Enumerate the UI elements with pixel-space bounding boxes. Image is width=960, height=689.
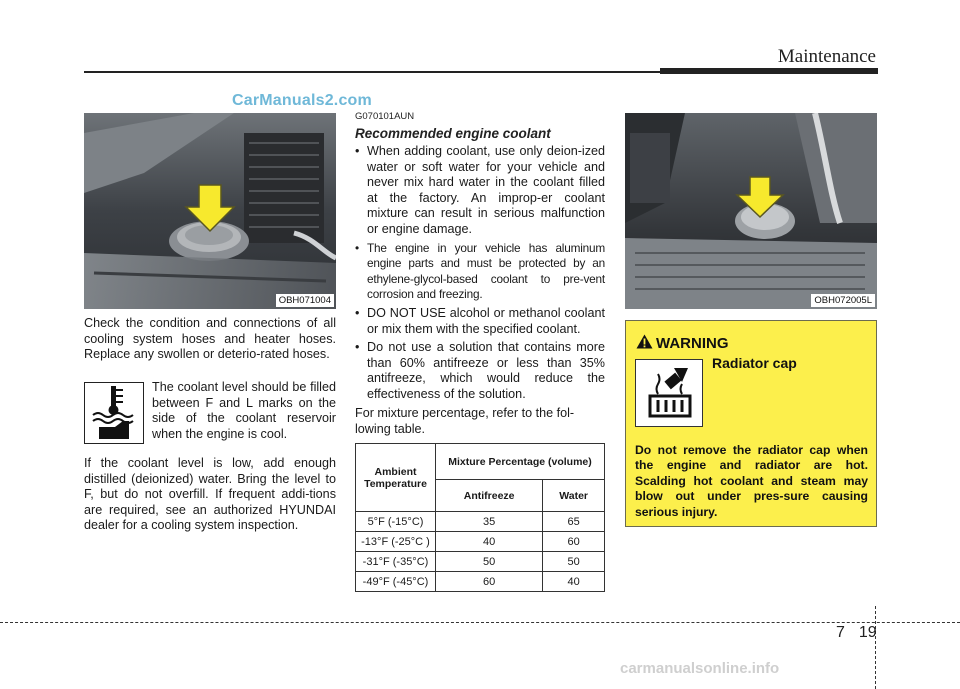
- photo-label: OBH072005L: [811, 294, 875, 307]
- bullet-item: • Do not use a solution that contains more than 60% antifreeze or less than 35% antifreeze, which would reduce the effectiveness of the solution.: [355, 340, 605, 402]
- bullet-item: • The engine in your vehicle has aluminum engine parts and must be protected by an ethylene-glycol-based coolant to pre-vent corrosion and freezing.: [355, 241, 605, 303]
- table-header-water: Water: [543, 480, 605, 512]
- table-cell: 60: [543, 532, 605, 552]
- table-cell: 35: [436, 512, 543, 532]
- footer-rule: [0, 622, 960, 623]
- photo-label: OBH071004: [276, 294, 334, 307]
- coolant-low-paragraph: If the coolant level is low, add enough distilled (deionized) water. Bring the level to F, but do not overfill. If frequent addi-tions are required, see an authorized HYUNDAI dealer for a cooling system inspection.: [84, 456, 336, 533]
- table-row: [356, 512, 605, 532]
- table-row: [356, 552, 605, 572]
- bullet-item: • When adding coolant, use only deion-ized water or soft water for your vehicle and never mix hard water in the coolant filled at the factory. An improp-er coolant mixture can result in serious malfunction or engine damage.: [355, 144, 605, 238]
- section-title: Maintenance: [777, 46, 876, 67]
- engine-photo-radiator-cap: [625, 113, 877, 309]
- table-cell: -13°F (-25°C ): [356, 532, 436, 552]
- watermark-top[interactable]: CarManuals2.com: [232, 92, 372, 109]
- page-number-value: 19: [858, 624, 877, 641]
- hot-radiator-warning-icon: [635, 359, 703, 427]
- page-number-separator: [875, 606, 876, 689]
- page-number: [836, 624, 877, 642]
- header-rule-thick: [660, 68, 878, 74]
- mixture-table: [355, 443, 605, 592]
- mixture-reference: For mixture percentage, refer to the fol-lowing table.: [355, 406, 575, 436]
- coolant-level-paragraph: The coolant level should be filled between F and L marks on the side of the coolant reservoir when the engine is cool.: [152, 380, 336, 441]
- table-cell: 40: [543, 572, 605, 592]
- chapter-number: 7: [836, 624, 845, 641]
- table-cell: 5°F (-15°C): [356, 512, 436, 532]
- table-cell: 65: [543, 512, 605, 532]
- table-header-mixture: Mixture Percentage (volume): [436, 444, 605, 480]
- watermark-bottom[interactable]: carmanualsonline.info: [620, 660, 780, 677]
- table-cell: 50: [436, 552, 543, 572]
- warning-box: [625, 320, 877, 527]
- table-header-antifreeze: Antifreeze: [436, 480, 543, 512]
- table-cell: 50: [543, 552, 605, 572]
- table-header-ambient: Ambient Temperature: [356, 444, 436, 512]
- bullet-item: • DO NOT USE alcohol or methanol coolant or mix them with the specified coolant.: [355, 306, 605, 337]
- coolant-level-icon: [84, 382, 144, 444]
- table-row: [356, 532, 605, 552]
- engine-photo-coolant-reservoir: [84, 113, 336, 309]
- warning-triangle-icon: [636, 334, 653, 349]
- section-code: G070101AUN: [355, 111, 415, 122]
- table-cell: -49°F (-45°C): [356, 572, 436, 592]
- hose-check-paragraph: Check the condition and connections of all cooling system hoses and heater hoses. Replace any swollen or deterio-rated hoses.: [84, 316, 336, 362]
- table-cell: 40: [436, 532, 543, 552]
- warning-text: Do not remove the radiator cap when the engine and radiator are hot. Scalding hot coolant and steam may blow out under pres-sure causing serious injury.: [635, 443, 868, 519]
- table-cell: -31°F (-35°C): [356, 552, 436, 572]
- coolant-heading: Recommended engine coolant: [355, 126, 551, 141]
- header-rule: [84, 71, 660, 73]
- table-row: [356, 572, 605, 592]
- warning-title: WARNING: [656, 335, 729, 352]
- table-cell: 60: [436, 572, 543, 592]
- warning-subtitle: Radiator cap: [712, 355, 797, 371]
- coolant-bullets: [355, 144, 605, 406]
